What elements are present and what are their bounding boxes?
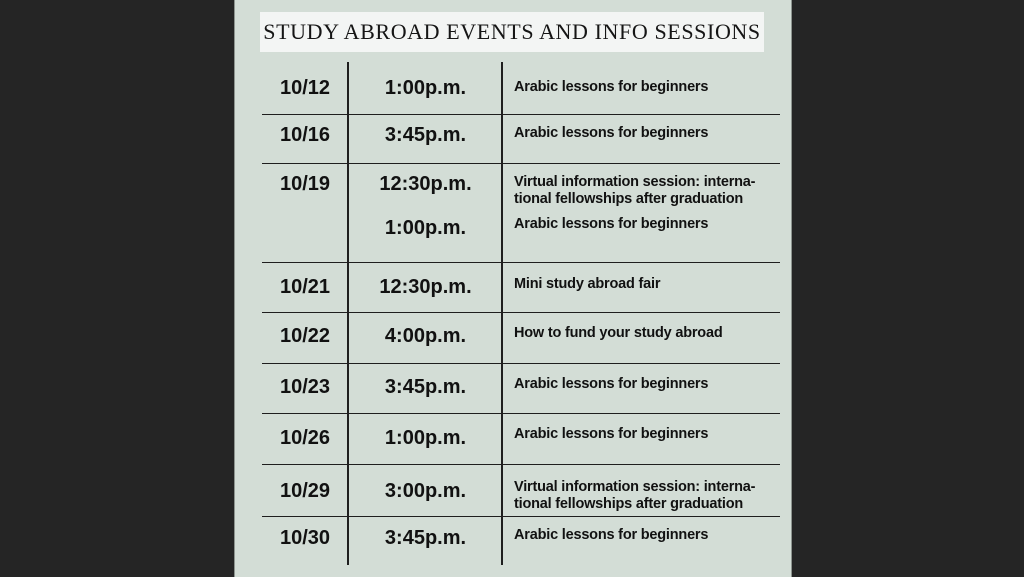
event-time-second-session: 1:00p.m. [384,217,467,239]
event-description: Mini study abroad fair [514,276,661,292]
event-time: 3:45p.m. [384,527,467,549]
description-line: Virtual information session: interna- [514,174,756,190]
description-line: tional fellowships after graduation [514,496,744,512]
event-date: 10/26 [279,427,331,449]
event-description: Arabic lessons for beginners [514,125,709,141]
row-divider [262,114,780,115]
row-divider [262,413,780,414]
event-date: 10/29 [279,480,331,502]
event-date: 10/22 [279,325,331,347]
event-description [514,174,774,208]
event-time: 1:00p.m. [384,427,467,449]
event-date: 10/19 [279,173,331,195]
event-time: 4:00p.m. [384,325,467,347]
event-time: 12:30p.m. [379,173,472,195]
event-date: 10/23 [279,376,331,398]
event-description: How to fund your study abroad [514,325,723,341]
event-description [514,479,774,513]
event-date: 10/21 [279,276,331,298]
row-divider [262,163,780,164]
row-divider [262,312,780,313]
event-date: 10/12 [279,77,331,99]
event-description: Arabic lessons for beginners [514,79,709,95]
event-date: 10/30 [279,527,331,549]
event-date: 10/16 [279,124,331,146]
title-banner [260,12,764,52]
row-divider [262,262,780,263]
row-divider [262,363,780,364]
event-time: 3:45p.m. [384,376,467,398]
row-divider [262,464,780,465]
event-description: Arabic lessons for beginners [514,426,709,442]
page-title: STUDY ABROAD EVENTS AND INFO SESSIONS [263,19,761,44]
event-time: 1:00p.m. [384,77,467,99]
event-description: Arabic lessons for beginners [514,527,709,543]
event-description-second-session: Arabic lessons for beginners [514,216,709,232]
event-time: 3:00p.m. [384,480,467,502]
event-time: 3:45p.m. [384,124,467,146]
event-description: Arabic lessons for beginners [514,376,709,392]
event-time: 12:30p.m. [379,276,472,298]
description-line: tional fellowships after graduation [514,191,744,207]
description-line: Virtual information session: interna- [514,479,756,495]
row-divider [262,516,780,517]
